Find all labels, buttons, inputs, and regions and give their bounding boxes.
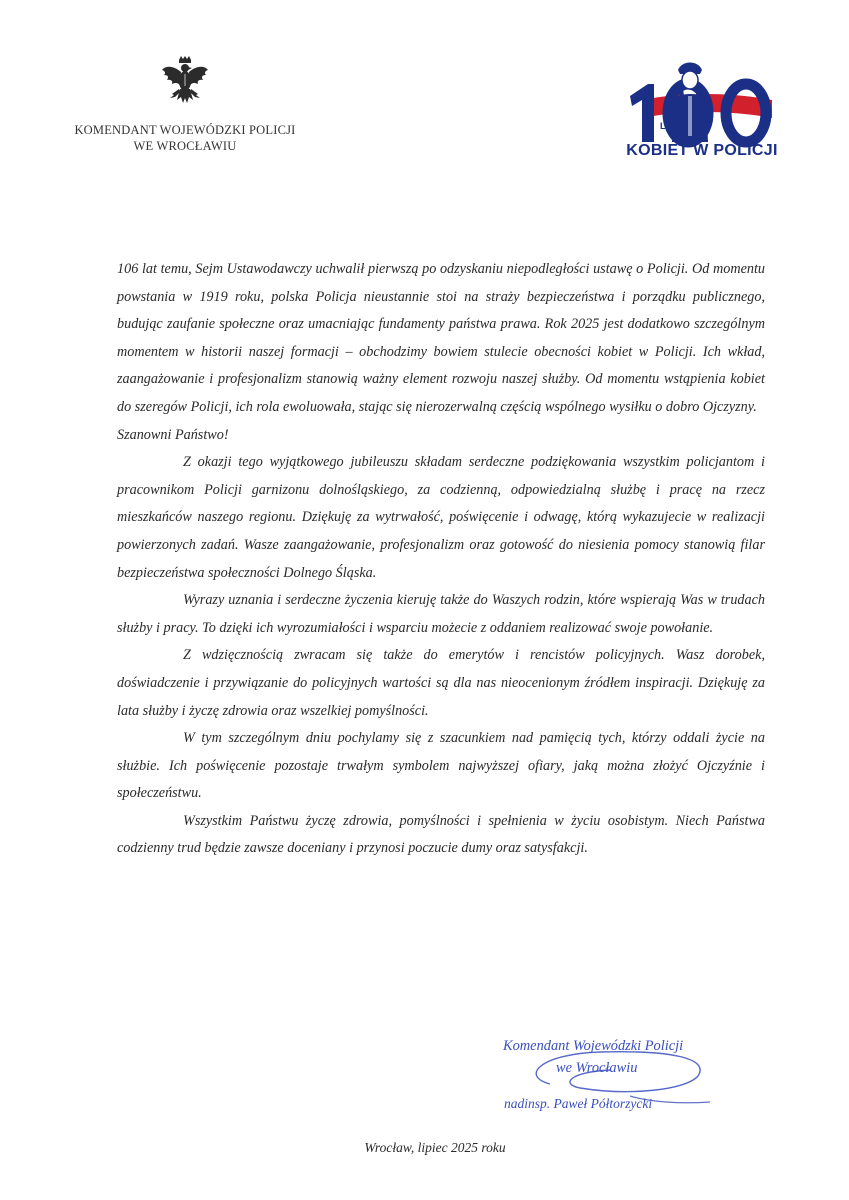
- signature-block: [480, 1036, 740, 1126]
- signature-title-line1: Komendant Wojewódzki Policji: [503, 1038, 684, 1054]
- paragraph-thanks-officers: Z okazji tego wyjątkowego jubileuszu składam serdeczne podziękowania wszystkim policjantom i pracownikom Policji garnizonu dolnośląskiego, za codzienną, odpowiedzialną służbę i pracę na rzecz mieszkańców naszego regionu. Dziękuję za wytrwałość, poświęcenie i odwagę, którą wykazujecie w realizacji powierzonych zadań. Wasze zaangażowanie, profesjonalizm oraz gotowość do niesienia pomocy stanowią filar bezpieczeństwa społeczności Dolnego Śląska.: [117, 454, 765, 581]
- signatory-name: nadinsp. Paweł Półtorzycki: [504, 1096, 653, 1111]
- org-name-line1: KOMENDANT WOJEWÓDZKI POLICJI: [74, 123, 296, 137]
- polish-eagle-icon: [160, 56, 210, 112]
- signature-title-line2: we Wrocławiu: [556, 1060, 638, 1076]
- handwritten-signature: [480, 1036, 740, 1126]
- salutation: Szanowni Państwo!: [117, 426, 229, 443]
- org-name-line2: WE WROCŁAWIU: [133, 139, 237, 153]
- logo-small-text: LAT: [660, 121, 677, 131]
- organization-name: [60, 122, 310, 154]
- place-and-date: Wrocław, lipiec 2025 roku: [364, 1140, 506, 1155]
- paragraph-remembrance: W tym szczególnym dniu pochylamy się z szacunkiem nad pamięcią tych, którzy oddali życie na służbie. Ich poświęcenie pozostaje trwałym symbolem najwyższej ofiary, jaką można złożyć Ojczyźnie i społeczeństwu.: [117, 730, 765, 802]
- paragraph-families: Wyrazy uznania i serdeczne życzenia kieruję także do Waszych rodzin, które wspierają Was w trudach służby i pracy. To dzięki ich wyrozumiałości i wsparciu możecie z oddaniem realizować swoje powołanie.: [117, 592, 765, 636]
- paragraph-retirees: Z wdzięcznością zwracam się także do emerytów i rencistów policyjnych. Wasz dorobek, doświadczenie i przywiązanie do policyjnych wartości są dla nas nieocenionym źródłem inspiracji. Dziękuję za lata służby i życzę zdrowia oraz wszelkiej pomyślności.: [117, 647, 765, 719]
- letter-body: [117, 256, 765, 863]
- paragraph-intro: 106 lat temu, Sejm Ustawodawczy uchwalił pierwszą po odzyskaniu niepodległości ustawę o Policji. Od momentu powstania w 1919 roku, polska Policja nieustannie stoi na straży bezpieczeństwa i porządku publicznego, budując zaufanie społeczne oraz umacniając fundamenty państwa prawa. Rok 2025 jest dodatkowo szczególnym momentem w historii naszej formacji – obchodzimy bowiem stulecie obecności kobiet w Policji. Ich wkład, zaangażowanie i profesjonalizm stanowią ważny element rozwoju naszej służby. Od momentu wstąpienia kobiet do szeregów Policji, ich rola ewoluowała, stając się nierozerwalną częścią wspólnego wysiłku o dobro Ojczyzny.: [117, 261, 765, 415]
- paragraph-wishes: Wszystkim Państwu życzę zdrowia, pomyślności i spełnienia w życiu osobistym. Niech Państwa codzienny trud będzie zawsze doceniany i przynosi poczucie dumy oraz satysfakcji.: [117, 812, 765, 857]
- logo-caption: KOBIET W POLICJI: [626, 142, 778, 159]
- policewoman-figure-icon: [672, 63, 708, 143]
